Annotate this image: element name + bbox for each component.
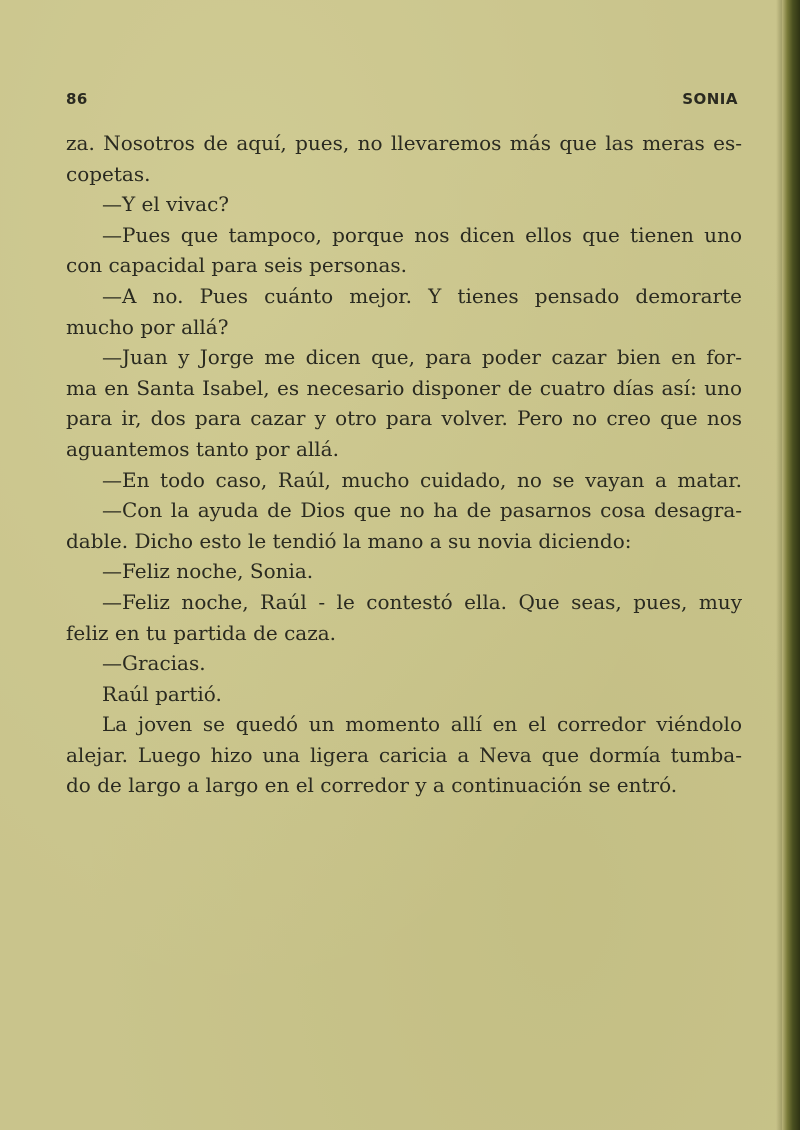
text-line: —Y el vivac? <box>102 192 229 217</box>
text-line: La joven se quedó un momento allí en el corredor viéndolo <box>102 712 742 737</box>
text-line: —Gracias. <box>102 651 206 676</box>
page-number: 86 <box>66 90 88 108</box>
text-line: Raúl partió. <box>102 681 222 706</box>
text-line: —Feliz noche, Sonia. <box>102 559 314 584</box>
running-header <box>66 90 738 114</box>
text-line: —En todo caso, Raúl, mucho cuidado, no se vayan a matar. <box>102 467 742 492</box>
text-line: feliz en tu partida de caza. <box>66 620 337 645</box>
text-line: mucho por allá? <box>66 314 229 339</box>
text-line: con capacidal para seis personas. <box>66 253 408 278</box>
text-line: —Con la ayuda de Dios que no ha de pasarnos cosa desagra- <box>102 498 742 523</box>
text-line: alejar. Luego hizo una ligera caricia a Neva que dormía tumba- <box>66 742 742 767</box>
text-line: —Feliz noche, Raúl - le contestó ella. Que seas, pues, muy <box>102 589 742 614</box>
page-edge-shadow <box>782 0 800 1130</box>
text-line: ma en Santa Isabel, es necesario disponer de cuatro días así: uno <box>66 375 742 400</box>
text-line: —Pues que tampoco, porque nos dicen ellos que tienen uno <box>102 222 742 247</box>
text-line: para ir, dos para cazar y otro para volver. Pero no creo que nos <box>66 406 742 431</box>
text-line: aguantemos tanto por allá. <box>66 436 339 461</box>
text-line: za. Nosotros de aquí, pues, no llevaremos más que las meras es- <box>66 131 742 155</box>
text-line: dable. Dicho esto le tendió la mano a su novia diciendo: <box>66 528 632 553</box>
body-text <box>66 128 742 801</box>
text-line: —Juan y Jorge me dicen que, para poder cazar bien en for- <box>102 345 742 370</box>
text-line: copetas. <box>66 161 151 186</box>
text-line: —A no. Pues cuánto mejor. Y tienes pensado demorarte <box>102 283 742 308</box>
text-line: do de largo a largo en el corredor y a continuación se entró. <box>66 773 678 798</box>
running-title: SONIA <box>682 90 738 108</box>
